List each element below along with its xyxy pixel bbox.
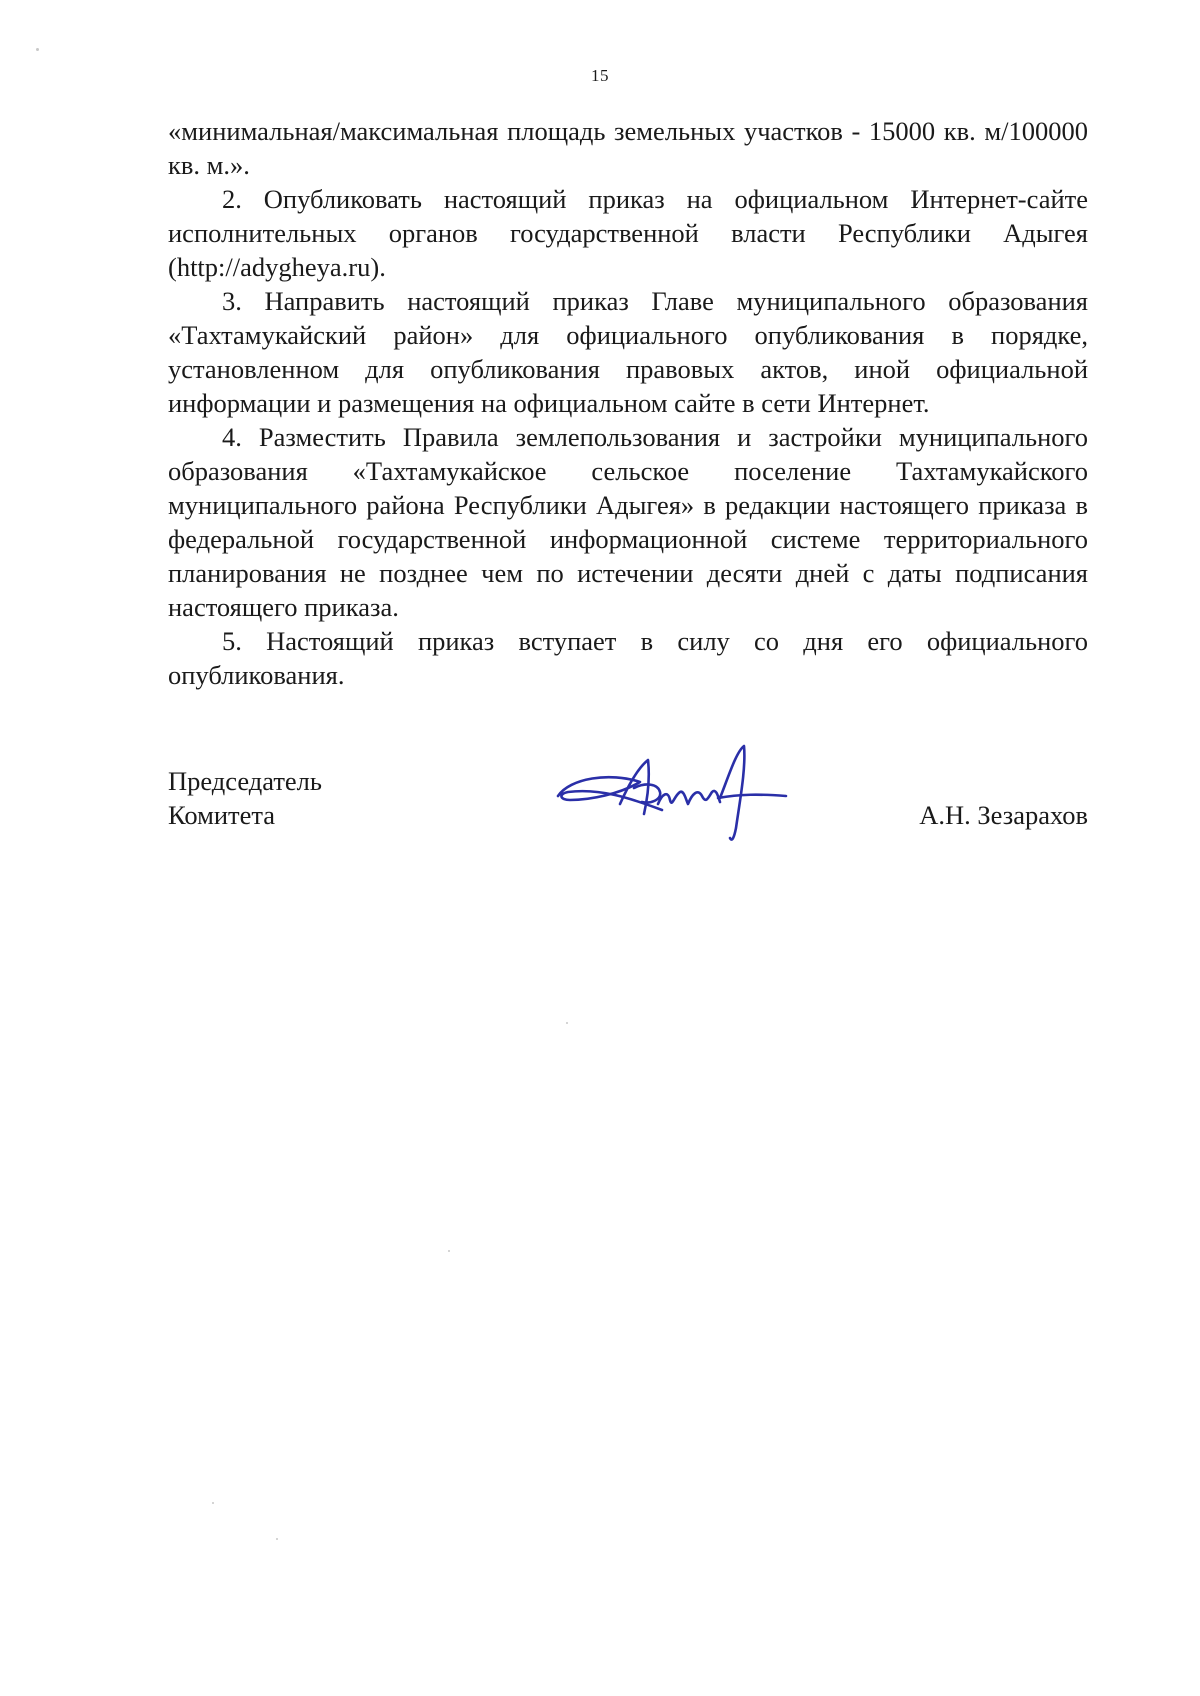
paragraph-item-4: 4. Разместить Правила землепользования и застройки муниципального образования «Тахтамукайское сельское поселение Тахтамукайского муниципального района Республики Адыгея» в редакции настоящего приказа в федеральной государственной информационной системе территориального планирования не позднее чем по истечении десяти дней с даты подписания настоящего приказа. [168, 422, 1088, 622]
signatory-title-line-2: Комитета [168, 800, 276, 830]
paragraph-continuation: «минимальная/максимальная площадь земельных участков - 15000 кв. м/100000 кв. м.». [168, 116, 1088, 180]
document-body [168, 114, 1088, 692]
paragraph-item-2: 2. Опубликовать настоящий приказ на официальном Интернет-сайте исполнительных органов государственной власти Республики Адыгея (http://adygheya.ru). [168, 184, 1088, 282]
scan-speck [36, 48, 39, 51]
signatory-name: А.Н. Зезарахов [919, 800, 1088, 830]
scan-speck [566, 1022, 568, 1024]
scan-speck [276, 1538, 278, 1540]
signatory-title-line-1: Председатель [168, 766, 322, 796]
paragraph-item-5: 5. Настоящий приказ вступает в силу со дня его официального опубликования. [168, 626, 1088, 690]
handwritten-signature [550, 738, 800, 848]
signatory-title [168, 764, 322, 832]
paragraph-item-3: 3. Направить настоящий приказ Главе муниципального образования «Тахтамукайский район» для официального опубликования в порядке, установленном для опубликования правовых актов, иной официальной информации и размещения на официальном сайте в сети Интернет. [168, 286, 1088, 418]
scan-speck [448, 1250, 450, 1252]
page-number: 15 [591, 66, 609, 85]
scan-speck [212, 1502, 214, 1504]
